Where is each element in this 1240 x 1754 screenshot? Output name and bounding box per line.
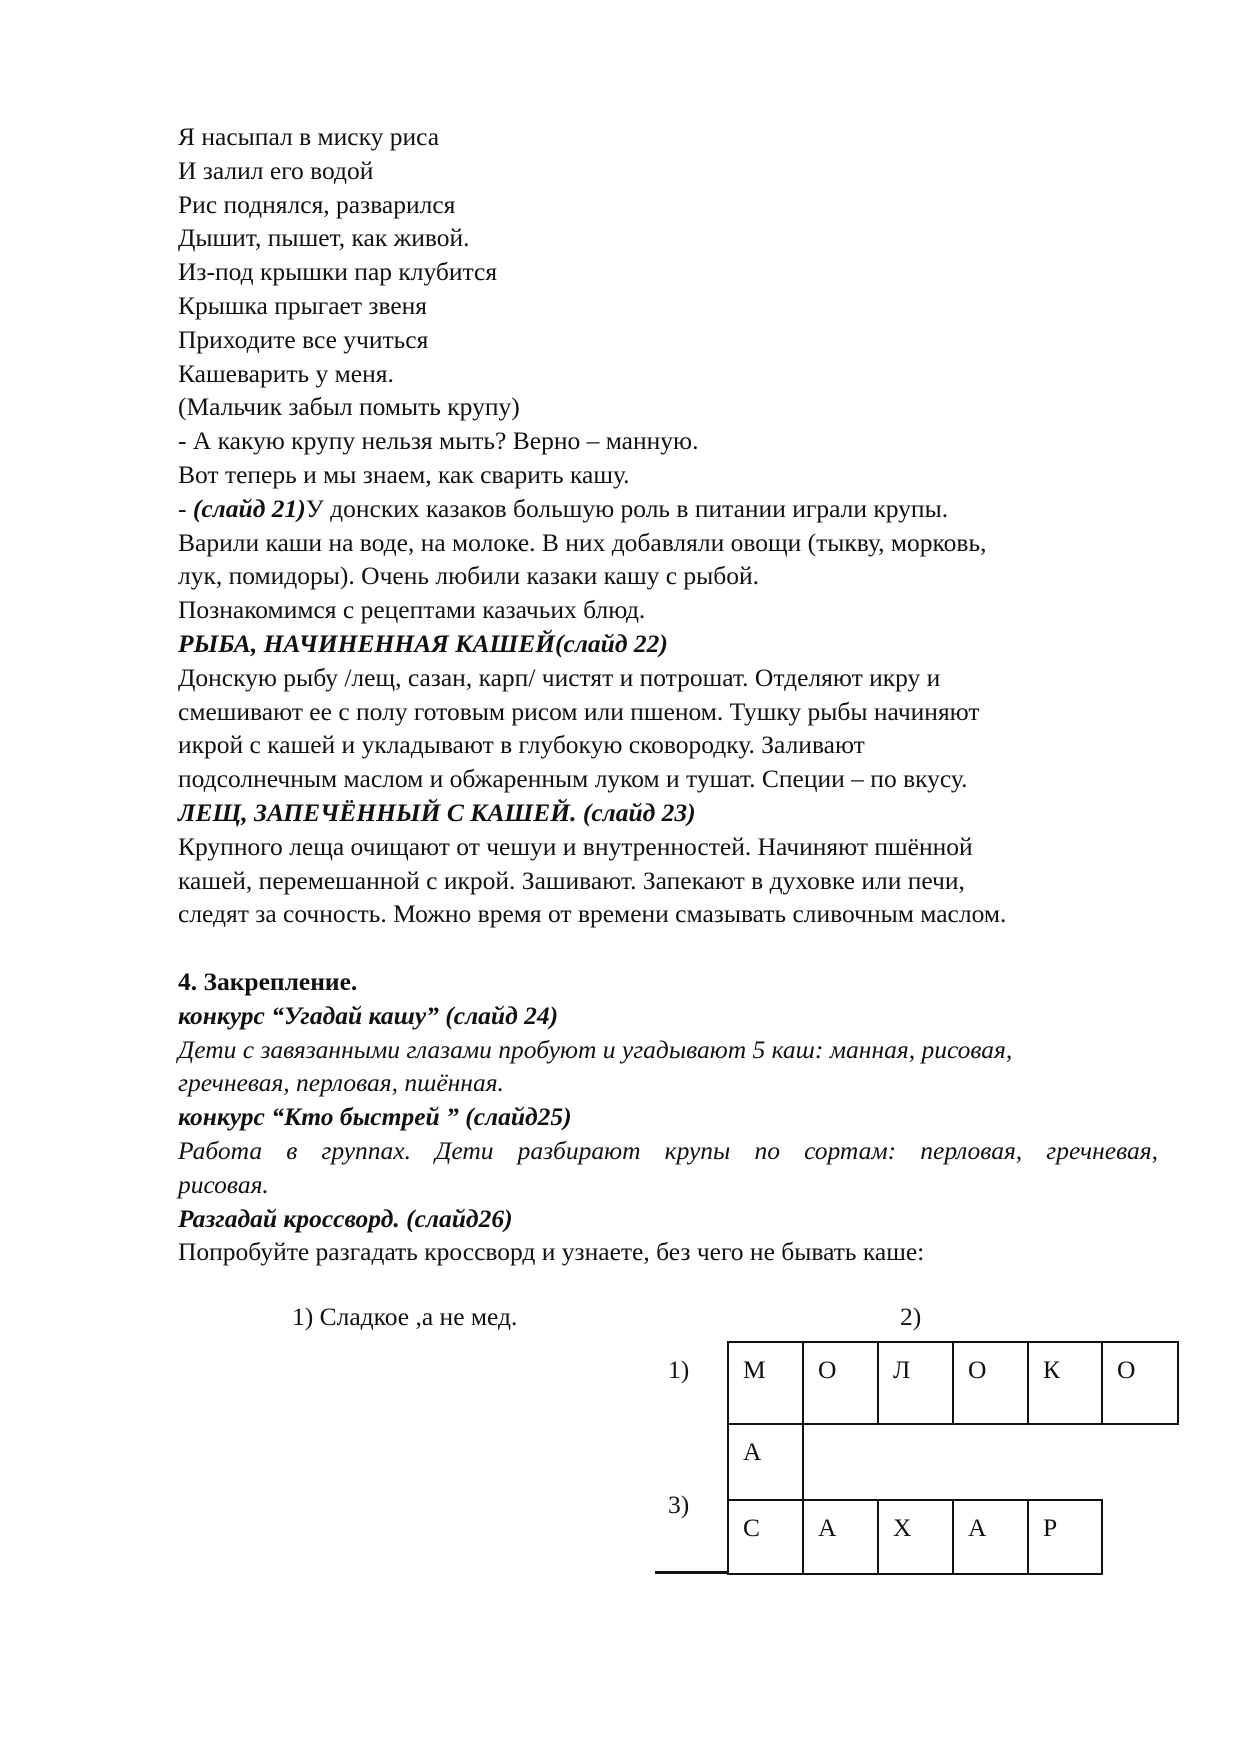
text-line: лук, помидоры). Очень любили казаки кашу с рыбой. <box>178 561 760 591</box>
dash: - <box>178 493 193 523</box>
section-heading: 4. Закрепление. <box>178 966 358 996</box>
recipe1-title: РЫБА, НАЧИНЕННАЯ КАШЕЙ(слайд 22) <box>178 628 668 658</box>
text-line: Донскую рыбу /лещ, сазан, карп/ чистят и потрошат. Отделяют икру и <box>178 662 941 692</box>
crossword-intro: Попробуйте разгадать кроссворд и узнаете, без чего не бывать каше: <box>178 1237 925 1267</box>
poem-line: (Мальчик забыл помыть крупу) <box>178 392 520 422</box>
text-line: кашей, перемешанной с икрой. Зашивают. Запекают в духовке или печи, <box>178 865 965 895</box>
poem-line: Кашеварить у меня. <box>178 358 394 388</box>
text-line: Дети с завязанными глазами пробуют и угадывают 5 каш: манная, рисовая, <box>178 1034 1013 1064</box>
crossword-title: Разгадай кроссворд. (слайд26) <box>178 1203 513 1233</box>
poem-line: Вот теперь и мы знаем, как сварить кашу. <box>178 459 630 489</box>
crossword-row1-label: 1) <box>668 1355 690 1384</box>
text-line: подсолнечным маслом и обжаренным луком и тушат. Специи – по вкусу. <box>178 764 968 794</box>
poem-line: И залил его водой <box>178 155 374 185</box>
crossword-cell[interactable]: Х <box>877 1499 954 1575</box>
text-line: икрой с кашей и укладывают в глубокую сковородку. Заливают <box>178 730 865 760</box>
crossword-row3-label: 3) <box>668 1490 690 1519</box>
contest1-title: конкурс “Угадай кашу” (слайд 24) <box>178 1000 559 1030</box>
crossword-cell[interactable]: О <box>952 1341 1029 1425</box>
slide21-line <box>178 492 1158 526</box>
poem-line: Я насыпал в миску риса <box>178 122 440 151</box>
slide21-text: У донских казаков большую роль в питании играли крупы. <box>305 493 949 523</box>
crossword-cell[interactable]: О <box>1101 1341 1179 1425</box>
crossword-cell[interactable]: А <box>802 1499 879 1575</box>
text-line: гречневая, перловая, пшённая. <box>178 1068 504 1098</box>
poem-line: - А какую крупу нельзя мыть? Верно – манную. <box>178 426 699 456</box>
crossword-cell[interactable]: А <box>727 1423 804 1501</box>
text-line: рисовая. <box>178 1169 269 1199</box>
contest2-title: конкурс “Кто быстрей ” (слайд25) <box>178 1102 572 1132</box>
text-line: смешивают ее с полу готовым рисом или пшеном. Тушку рыбы начиняют <box>178 696 980 726</box>
crossword-cell[interactable]: К <box>1027 1341 1103 1425</box>
poem-line: Рис поднялся, разварился <box>178 189 456 219</box>
crossword-number-2: 2) <box>900 1302 922 1331</box>
recipe2-title: ЛЕЩ, ЗАПЕЧЁННЫЙ С КАШЕЙ. (слайд 23) <box>178 797 696 827</box>
text-line: следят за сочность. Можно время от времени смазывать сливочным маслом. <box>178 899 1007 929</box>
poem-line: Приходите все учиться <box>178 324 429 354</box>
crossword-cell[interactable]: О <box>802 1341 879 1425</box>
text-line: Работа в группах. Дети разбирают крупы по сортам: перловая, гречневая, <box>178 1135 1158 1165</box>
crossword-cell[interactable]: А <box>952 1499 1029 1575</box>
poem-line: Дышит, пышет, как живой. <box>178 223 470 253</box>
poem-line: Крышка прыгает звеня <box>178 290 428 320</box>
text-line: Варили каши на воде, на молоке. В них добавляли овощи (тыкву, морковь, <box>178 527 987 557</box>
document-body <box>178 120 1158 1269</box>
crossword-cell[interactable]: Р <box>1027 1499 1103 1575</box>
text-line: Познакомимся с рецептами казачьих блюд. <box>178 595 646 625</box>
crossword-clue-1: 1) Сладкое ,а не мед. <box>292 1302 518 1331</box>
crossword-base-line <box>655 1571 729 1574</box>
crossword-cell[interactable]: С <box>727 1499 804 1575</box>
crossword-cell[interactable]: М <box>727 1341 804 1425</box>
poem-line: Из-под крышки пар клубится <box>178 257 498 287</box>
slide-ref: (слайд 21) <box>192 493 306 523</box>
text-line: Крупного леща очищают от чешуи и внутренностей. Начиняют пшённой <box>178 831 973 861</box>
crossword-cell[interactable]: Л <box>877 1341 954 1425</box>
